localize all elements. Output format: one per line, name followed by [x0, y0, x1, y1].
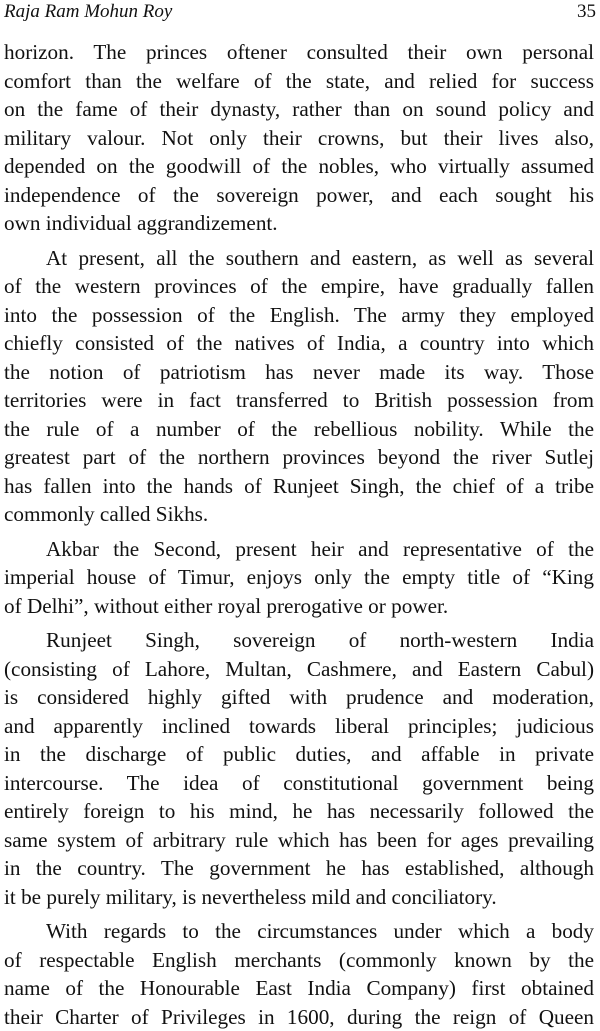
- text-line: independence of the sovereign power, and each sought his: [4, 181, 594, 210]
- text-line: of Delhi”, without either royal prerogative or power.: [4, 592, 594, 621]
- text-line: is considered highly gifted with prudence and moderation,: [4, 683, 594, 712]
- text-line: (consisting of Lahore, Multan, Cashmere, and Eastern Cabul): [4, 655, 594, 684]
- page-number: 35: [577, 1, 596, 23]
- text-line: intercourse. The idea of constitutional government being: [4, 769, 594, 798]
- paragraph: [4, 38, 594, 238]
- paragraph: [4, 917, 594, 1031]
- text-line: has fallen into the hands of Runjeet Singh, the chief of a tribe: [4, 472, 594, 501]
- text-line: chiefly consisted of the natives of India, a country into which: [4, 329, 594, 358]
- text-line: military valour. Not only their crowns, but their lives also,: [4, 124, 594, 153]
- text-line: greatest part of the northern provinces beyond the river Sutlej: [4, 443, 594, 472]
- text-line: territories were in fact transferred to British possession from: [4, 386, 594, 415]
- text-line: depended on the goodwill of the nobles, who virtually assumed: [4, 152, 594, 181]
- text-line: imperial house of Timur, enjoys only the empty title of “King: [4, 563, 594, 592]
- text-line: own individual aggrandizement.: [4, 209, 594, 238]
- running-title: Raja Ram Mohun Roy: [4, 1, 172, 23]
- text-line: At present, all the southern and eastern, as well as several: [4, 244, 594, 273]
- text-line: horizon. The princes oftener consulted their own personal: [4, 38, 594, 67]
- text-line: Akbar the Second, present heir and representative of the: [4, 535, 594, 564]
- text-line: the rule of a number of the rebellious nobility. While the: [4, 415, 594, 444]
- text-line: of the western provinces of the empire, have gradually fallen: [4, 272, 594, 301]
- text-line: on the fame of their dynasty, rather than on sound policy and: [4, 95, 594, 124]
- text-line: it be purely military, is nevertheless mild and conciliatory.: [4, 883, 594, 912]
- text-line: name of the Honourable East India Company) first obtained: [4, 974, 594, 1003]
- text-line: comfort than the welfare of the state, and relied for success: [4, 67, 594, 96]
- text-line: the notion of patriotism has never made its way. Those: [4, 358, 594, 387]
- running-head: [0, 0, 600, 30]
- text-line: their Charter of Privileges in 1600, during the reign of Queen: [4, 1003, 594, 1031]
- text-line: and apparently inclined towards liberal principles; judicious: [4, 712, 594, 741]
- paragraph: [4, 244, 594, 529]
- text-line: same system of arbitrary rule which has been for ages prevailing: [4, 826, 594, 855]
- text-line: into the possession of the English. The army they employed: [4, 301, 594, 330]
- text-line: in the country. The government he has established, although: [4, 854, 594, 883]
- paragraph: [4, 535, 594, 621]
- text-line: commonly called Sikhs.: [4, 500, 594, 529]
- text-line: entirely foreign to his mind, he has necessarily followed the: [4, 797, 594, 826]
- paragraph: [4, 626, 594, 911]
- text-line: With regards to the circumstances under which a body: [4, 917, 594, 946]
- body-text: [4, 38, 594, 1031]
- text-line: of respectable English merchants (commonly known by the: [4, 946, 594, 975]
- text-line: Runjeet Singh, sovereign of north-western India: [4, 626, 594, 655]
- text-line: in the discharge of public duties, and affable in private: [4, 740, 594, 769]
